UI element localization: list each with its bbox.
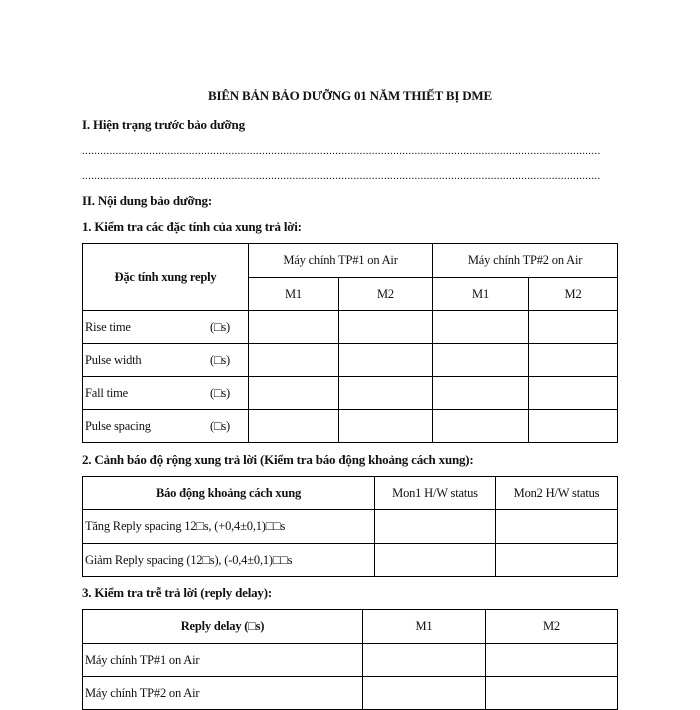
row-label-cell [83, 410, 249, 443]
value-cell[interactable] [529, 344, 618, 377]
row-label-cell [83, 377, 249, 410]
value-cell[interactable] [339, 377, 433, 410]
table-header: Máy chính TP#1 on Air [249, 244, 433, 278]
value-cell[interactable] [363, 644, 486, 677]
value-cell[interactable] [496, 510, 618, 544]
dotted-line: .......................................................................................................................................................................... [82, 145, 601, 157]
item-1-heading: 1. Kiểm tra các đặc tính của xung trả lời: [82, 219, 302, 234]
table-header: M1 [249, 278, 339, 311]
value-cell[interactable] [433, 410, 529, 443]
table-row [83, 510, 618, 544]
value-cell[interactable] [433, 344, 529, 377]
table-header: M1 [433, 278, 529, 311]
table-header: Mon2 H/W status [496, 477, 618, 510]
row-label-cell [83, 344, 249, 377]
row-label: Tăng Reply spacing 12□s, (+0,4±0,1)□□s [83, 510, 375, 544]
value-cell[interactable] [339, 344, 433, 377]
item-3-heading: 3. Kiểm tra trễ trả lời (reply delay): [82, 585, 272, 600]
table-row [83, 410, 618, 443]
value-cell[interactable] [363, 677, 486, 710]
value-cell[interactable] [496, 544, 618, 577]
section-1-heading: I. Hiện trạng trước bảo dưỡng [82, 117, 245, 132]
table-row [83, 544, 618, 577]
value-cell[interactable] [529, 311, 618, 344]
table-header: Đặc tính xung reply [83, 244, 249, 311]
unit-label: (□s) [210, 352, 230, 367]
row-label: Fall time [85, 385, 128, 400]
value-cell[interactable] [249, 311, 339, 344]
value-cell[interactable] [375, 510, 496, 544]
row-label: Rise time [85, 319, 131, 334]
dotted-line: .......................................................................................................................................................................... [82, 170, 601, 182]
row-label: Giảm Reply spacing (12□s), (-0,4±0,1)□□s [83, 544, 375, 577]
table-row [83, 377, 618, 410]
unit-label: (□s) [210, 319, 230, 334]
item-2-heading: 2. Cảnh báo độ rộng xung trả lời (Kiểm tra báo động khoảng cách xung): [82, 452, 474, 467]
table-header: Báo động khoảng cách xung [83, 477, 375, 510]
row-label: Máy chính TP#1 on Air [83, 644, 363, 677]
table-row [83, 644, 618, 677]
row-label: Máy chính TP#2 on Air [83, 677, 363, 710]
table-row [83, 344, 618, 377]
row-label: Pulse width [85, 352, 142, 367]
table-header: M2 [486, 610, 618, 644]
table-row [83, 311, 618, 344]
value-cell[interactable] [486, 677, 618, 710]
row-label: Pulse spacing [85, 418, 151, 433]
value-cell[interactable] [375, 544, 496, 577]
value-cell[interactable] [249, 344, 339, 377]
pulse-characteristics-table [82, 243, 618, 443]
table-header: M2 [529, 278, 618, 311]
unit-label: (□s) [210, 418, 230, 433]
table-header: Mon1 H/W status [375, 477, 496, 510]
value-cell[interactable] [339, 410, 433, 443]
unit-label: (□s) [210, 385, 230, 400]
document-title: BIÊN BẢN BẢO DƯỠNG 01 NĂM THIẾT BỊ DME [208, 88, 492, 103]
table-row [83, 677, 618, 710]
value-cell[interactable] [433, 377, 529, 410]
value-cell[interactable] [339, 311, 433, 344]
section-2-heading: II. Nội dung bảo dưỡng: [82, 193, 212, 208]
table-header: M1 [363, 610, 486, 644]
pulse-spacing-alarm-table [82, 476, 618, 577]
value-cell[interactable] [249, 410, 339, 443]
value-cell[interactable] [529, 377, 618, 410]
value-cell[interactable] [486, 644, 618, 677]
table-header: Máy chính TP#2 on Air [433, 244, 618, 278]
table-header: Reply delay (□s) [83, 610, 363, 644]
table-header: M2 [339, 278, 433, 311]
reply-delay-table [82, 609, 618, 710]
value-cell[interactable] [433, 311, 529, 344]
row-label-cell [83, 311, 249, 344]
value-cell[interactable] [529, 410, 618, 443]
value-cell[interactable] [249, 377, 339, 410]
